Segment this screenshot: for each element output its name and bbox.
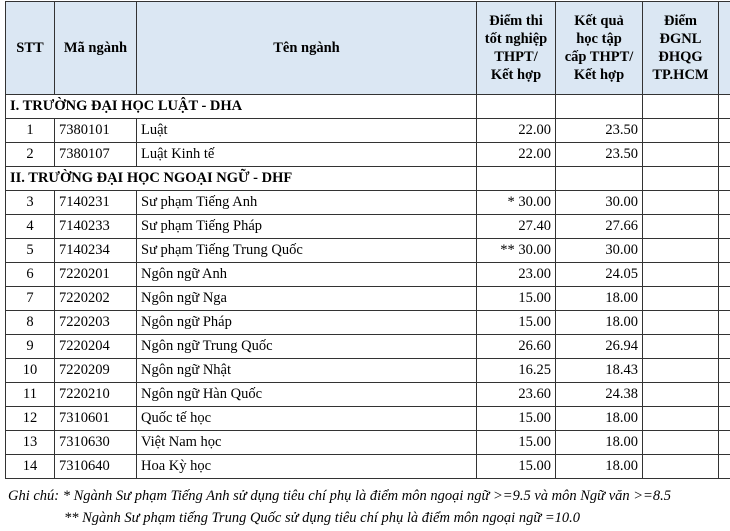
header-dgnl-score xyxy=(643,2,719,95)
hocba-score-cell: 18.43 xyxy=(556,359,643,383)
header-hocba-line: Kết hợp xyxy=(573,67,625,83)
dgnl-score-cell xyxy=(643,311,719,335)
table-row xyxy=(6,431,730,455)
code-cell: 7220210 xyxy=(55,383,137,407)
blank-cell xyxy=(719,143,730,167)
table-row xyxy=(6,119,730,143)
header-hocba-line: cấp THPT/ xyxy=(564,49,634,65)
hocba-score-cell: 30.00 xyxy=(556,239,643,263)
code-cell: 7220202 xyxy=(55,287,137,311)
blank-cell xyxy=(719,239,730,263)
dgnl-score-cell xyxy=(643,335,719,359)
thpt-score-cell: 26.60 xyxy=(477,335,556,359)
dgnl-score-cell xyxy=(643,119,719,143)
header-extra-cell xyxy=(719,2,730,95)
name-cell: Sư phạm Tiếng Anh xyxy=(137,191,477,215)
stt-cell: 3 xyxy=(6,191,55,215)
dgnl-score-cell xyxy=(643,215,719,239)
hocba-score-cell: 18.00 xyxy=(556,455,643,479)
stt-cell: 7 xyxy=(6,287,55,311)
blank-cell xyxy=(719,455,730,479)
hocba-score-cell: 23.50 xyxy=(556,143,643,167)
name-cell: Luật xyxy=(137,119,477,143)
table-row xyxy=(6,455,730,479)
table-row xyxy=(6,215,730,239)
header-name: Tên ngành xyxy=(137,2,477,95)
header-code: Mã ngành xyxy=(55,2,137,95)
code-cell: 7310601 xyxy=(55,407,137,431)
dgnl-score-cell xyxy=(643,287,719,311)
thpt-score-cell: 15.00 xyxy=(477,431,556,455)
dgnl-score-cell xyxy=(643,143,719,167)
hocba-score-cell: 23.50 xyxy=(556,119,643,143)
code-cell: 7220204 xyxy=(55,335,137,359)
blank-cell xyxy=(719,431,730,455)
header-thpt-line: tốt nghiệp xyxy=(484,31,548,47)
blank-cell xyxy=(719,311,730,335)
stt-cell: 14 xyxy=(6,455,55,479)
thpt-score-cell: 27.40 xyxy=(477,215,556,239)
table-row xyxy=(6,287,730,311)
blank-cell xyxy=(719,95,730,119)
code-cell: 7220209 xyxy=(55,359,137,383)
name-cell: Sư phạm Tiếng Pháp xyxy=(137,215,477,239)
thpt-score-cell: ** 30.00 xyxy=(477,239,556,263)
section-title: I. TRƯỜNG ĐẠI HỌC LUẬT - DHA xyxy=(6,95,477,119)
blank-cell xyxy=(556,167,643,191)
blank-cell xyxy=(719,263,730,287)
table-row xyxy=(6,191,730,215)
blank-cell xyxy=(477,95,556,119)
blank-cell xyxy=(719,167,730,191)
hocba-score-cell: 24.38 xyxy=(556,383,643,407)
stt-cell: 9 xyxy=(6,335,55,359)
footnote-line-1: Ghi chú: * Ngành Sư phạm Tiếng Anh sử dụng tiêu chí phụ là điểm môn ngoại ngữ >=9.5 và môn Ngữ văn >=8.5 xyxy=(8,488,671,504)
code-cell: 7140233 xyxy=(55,215,137,239)
table-row xyxy=(6,359,730,383)
blank-cell xyxy=(719,383,730,407)
code-cell: 7380107 xyxy=(55,143,137,167)
header-dgnl-line: TP.HCM xyxy=(652,67,709,83)
hocba-score-cell: 18.00 xyxy=(556,311,643,335)
hocba-score-cell: 24.05 xyxy=(556,263,643,287)
header-thpt-line: THPT/ xyxy=(494,49,538,65)
stt-cell: 8 xyxy=(6,311,55,335)
stt-cell: 2 xyxy=(6,143,55,167)
hocba-score-cell: 26.94 xyxy=(556,335,643,359)
stt-cell: 13 xyxy=(6,431,55,455)
table-row xyxy=(6,239,730,263)
table-row xyxy=(6,335,730,359)
name-cell: Ngôn ngữ Nga xyxy=(137,287,477,311)
name-cell: Sư phạm Tiếng Trung Quốc xyxy=(137,239,477,263)
stt-cell: 6 xyxy=(6,263,55,287)
table-header-row xyxy=(6,2,730,95)
dgnl-score-cell xyxy=(643,239,719,263)
name-cell: Ngôn ngữ Anh xyxy=(137,263,477,287)
table-row xyxy=(6,383,730,407)
header-thpt-line: Kết hợp xyxy=(490,67,542,83)
table-row xyxy=(6,311,730,335)
stt-cell: 1 xyxy=(6,119,55,143)
blank-cell xyxy=(719,359,730,383)
table-row xyxy=(6,263,730,287)
thpt-score-cell: 15.00 xyxy=(477,407,556,431)
footnotes xyxy=(8,485,671,529)
blank-cell xyxy=(719,287,730,311)
blank-cell xyxy=(556,95,643,119)
name-cell: Ngôn ngữ Pháp xyxy=(137,311,477,335)
section-title: II. TRƯỜNG ĐẠI HỌC NGOẠI NGỮ - DHF xyxy=(6,167,477,191)
thpt-score-cell: 22.00 xyxy=(477,143,556,167)
dgnl-score-cell xyxy=(643,455,719,479)
code-cell: 7380101 xyxy=(55,119,137,143)
header-hocba-line: Kết quả xyxy=(574,13,624,29)
dgnl-score-cell xyxy=(643,263,719,287)
blank-cell xyxy=(719,215,730,239)
name-cell: Ngôn ngữ Trung Quốc xyxy=(137,335,477,359)
blank-cell xyxy=(477,167,556,191)
code-cell: 7310640 xyxy=(55,455,137,479)
admissions-table xyxy=(5,1,730,479)
hocba-score-cell: 18.00 xyxy=(556,287,643,311)
thpt-score-cell: 15.00 xyxy=(477,311,556,335)
header-thpt-score xyxy=(477,2,556,95)
name-cell: Quốc tế học xyxy=(137,407,477,431)
thpt-score-cell: 16.25 xyxy=(477,359,556,383)
code-cell: 7140231 xyxy=(55,191,137,215)
header-dgnl-line: ĐGNL xyxy=(659,31,702,47)
stt-cell: 4 xyxy=(6,215,55,239)
section-row xyxy=(6,95,730,119)
thpt-score-cell: 15.00 xyxy=(477,455,556,479)
code-cell: 7220201 xyxy=(55,263,137,287)
code-cell: 7220203 xyxy=(55,311,137,335)
stt-cell: 12 xyxy=(6,407,55,431)
dgnl-score-cell xyxy=(643,431,719,455)
blank-cell xyxy=(719,335,730,359)
name-cell: Việt Nam học xyxy=(137,431,477,455)
blank-cell xyxy=(719,407,730,431)
blank-cell xyxy=(643,95,719,119)
table-row xyxy=(6,143,730,167)
header-dgnl-line: Điểm xyxy=(663,13,697,29)
dgnl-score-cell xyxy=(643,407,719,431)
stt-cell: 10 xyxy=(6,359,55,383)
code-cell: 7140234 xyxy=(55,239,137,263)
stt-cell: 11 xyxy=(6,383,55,407)
name-cell: Hoa Kỳ học xyxy=(137,455,477,479)
thpt-score-cell: 22.00 xyxy=(477,119,556,143)
hocba-score-cell: 30.00 xyxy=(556,191,643,215)
section-row xyxy=(6,167,730,191)
dgnl-score-cell xyxy=(643,383,719,407)
footnote-line-2: ** Ngành Sư phạm tiếng Trung Quốc sử dụng tiêu chí phụ là điểm môn ngoại ngữ =10.0 xyxy=(64,510,581,526)
header-stt: STT xyxy=(6,2,55,95)
header-thpt-line: Điểm thi xyxy=(489,13,543,29)
thpt-score-cell: * 30.00 xyxy=(477,191,556,215)
header-dgnl-line: ĐHQG xyxy=(658,49,703,65)
blank-cell xyxy=(643,167,719,191)
name-cell: Ngôn ngữ Nhật xyxy=(137,359,477,383)
dgnl-score-cell xyxy=(643,359,719,383)
thpt-score-cell: 15.00 xyxy=(477,287,556,311)
thpt-score-cell: 23.60 xyxy=(477,383,556,407)
hocba-score-cell: 18.00 xyxy=(556,431,643,455)
name-cell: Ngôn ngữ Hàn Quốc xyxy=(137,383,477,407)
hocba-score-cell: 18.00 xyxy=(556,407,643,431)
blank-cell xyxy=(719,191,730,215)
stt-cell: 5 xyxy=(6,239,55,263)
dgnl-score-cell xyxy=(643,191,719,215)
code-cell: 7310630 xyxy=(55,431,137,455)
hocba-score-cell: 27.66 xyxy=(556,215,643,239)
table-row xyxy=(6,407,730,431)
name-cell: Luật Kinh tế xyxy=(137,143,477,167)
header-hocba-score xyxy=(556,2,643,95)
blank-cell xyxy=(719,119,730,143)
thpt-score-cell: 23.00 xyxy=(477,263,556,287)
header-hocba-line: học tập xyxy=(576,31,622,47)
